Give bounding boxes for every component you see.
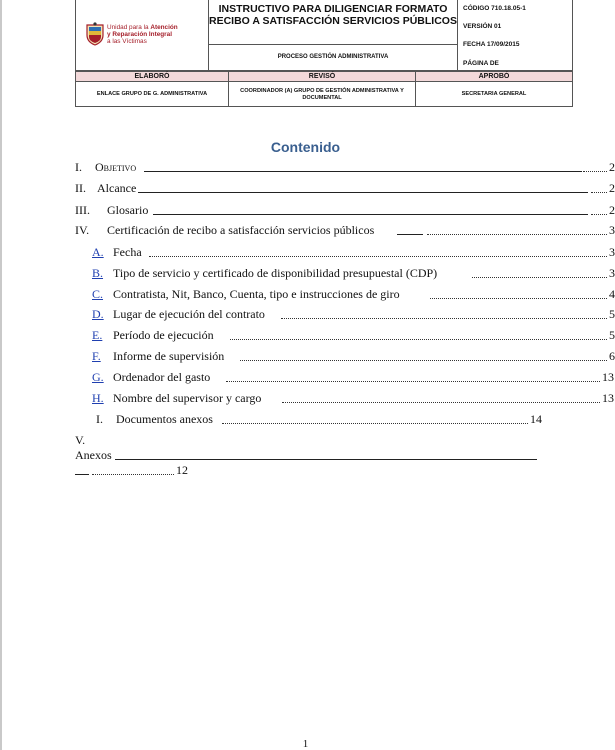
toc-letter-link[interactable]: E. xyxy=(92,328,103,342)
reviso-value: COORDINADOR (A) GRUPO DE GESTIÓN ADMINISTRATIVA Y DOCUMENTAL xyxy=(229,82,416,107)
toc-number: IV. xyxy=(75,223,90,237)
toc-leader-dots xyxy=(282,402,600,403)
toc-letter-link[interactable]: F. xyxy=(92,349,101,363)
toc-page: 5 xyxy=(609,307,615,321)
approval-table xyxy=(75,71,573,107)
toc-text: Fecha xyxy=(113,245,142,259)
toc-number: III. xyxy=(75,203,90,217)
toc-letter-link[interactable]: G. xyxy=(92,370,104,384)
toc-page: 5 xyxy=(609,328,615,342)
toc-page: 14 xyxy=(530,412,542,426)
toc-text: Nombre del supervisor y cargo xyxy=(113,391,262,405)
toc-leader xyxy=(153,214,588,215)
toc-leader-dots xyxy=(591,192,607,193)
toc-leader-dots xyxy=(591,214,607,215)
toc-leader xyxy=(144,171,582,172)
elaboro-header: ELABORÓ xyxy=(76,72,229,82)
elaboro-value: ENLACE GRUPO DE G. ADMINISTRATIVA xyxy=(76,82,229,107)
toc-letter-link[interactable]: C. xyxy=(92,287,104,301)
page-label: PÁGINA DE xyxy=(463,60,499,67)
toc-text: Ordenador del gasto xyxy=(113,370,211,384)
date-label: FECHA 17/09/2015 xyxy=(463,41,520,48)
toc-page: 3 xyxy=(609,266,615,280)
toc-text: Tipo de servicio y certificado de disponibilidad presupuestal (CDP) xyxy=(113,266,438,280)
toc-leader-dots xyxy=(472,277,607,278)
toc-text: Alcance xyxy=(97,181,137,195)
toc-leader xyxy=(75,474,89,475)
document-title: INSTRUCTIVO PARA DILIGENCIAR FORMATO RECIBO A SATISFACCIÓN SERVICIOS PÚBLICOS xyxy=(209,0,458,45)
toc-letter-link[interactable]: A. xyxy=(92,245,104,259)
toc-leader-dots xyxy=(281,318,607,319)
toc-text: Anexos xyxy=(75,448,112,462)
toc-text: Informe de supervisión xyxy=(113,349,225,363)
toc-text: Certificación de recibo a satisfacción servicios públicos xyxy=(107,223,375,237)
toc-title: Contenido xyxy=(270,139,341,155)
toc-page: 3 xyxy=(609,245,615,259)
toc-number: I. xyxy=(96,412,103,426)
toc-text: Glosario xyxy=(107,203,149,217)
toc-page: 13 xyxy=(602,370,614,384)
toc-leader-dots xyxy=(430,298,607,299)
toc-leader-dots xyxy=(230,339,607,340)
toc-leader-dots xyxy=(427,234,607,235)
aprobo-header: APROBÓ xyxy=(416,72,572,82)
toc-page: 2 xyxy=(609,160,615,174)
toc-page: 6 xyxy=(609,349,615,363)
logo-text: Unidad para la Atención y Reparación Integral a las Víctimas xyxy=(107,24,178,46)
version-label: VERSIÓN 01 xyxy=(463,23,502,30)
toc-page: 4 xyxy=(609,287,615,301)
toc-page: 2 xyxy=(609,181,615,195)
toc-text: Objetivo xyxy=(95,160,137,174)
toc-text: Lugar de ejecución del contrato xyxy=(113,307,265,321)
coat-of-arms-icon xyxy=(85,22,105,46)
toc-number: I. xyxy=(75,160,82,174)
document-meta xyxy=(458,0,573,70)
toc-leader-dots xyxy=(226,381,600,382)
toc-page: 12 xyxy=(176,463,188,477)
toc-leader xyxy=(115,459,537,460)
toc-leader-dots xyxy=(92,474,174,475)
toc-leader xyxy=(138,192,588,193)
logo-cell xyxy=(76,0,209,70)
toc-letter-link[interactable]: D. xyxy=(92,307,104,321)
toc-leader-dots xyxy=(240,360,607,361)
reviso-header: REVISÓ xyxy=(229,72,416,82)
toc-number-v: V. xyxy=(75,433,86,447)
toc-page: 3 xyxy=(609,223,615,237)
toc-page: 13 xyxy=(602,391,614,405)
page-number: 1 xyxy=(302,738,309,750)
toc-letter-link[interactable]: H. xyxy=(92,391,104,405)
document-header xyxy=(75,0,573,71)
toc-page: 2 xyxy=(609,203,615,217)
page-edge xyxy=(0,0,2,750)
toc-text: Documentos anexos xyxy=(116,412,213,426)
toc-text: Período de ejecución xyxy=(113,328,214,342)
aprobo-value: SECRETARIA GENERAL xyxy=(461,91,527,97)
toc-number: II. xyxy=(75,181,86,195)
toc-leader-dots xyxy=(149,256,607,257)
toc-leader xyxy=(397,234,423,235)
toc-leader-dots xyxy=(222,423,528,424)
code-label: CÓDIGO 710.18.05-1 xyxy=(463,5,526,12)
toc-letter-link[interactable]: B. xyxy=(92,266,104,280)
toc-leader-dots xyxy=(583,171,607,172)
toc-text: Contratista, Nit, Banco, Cuenta, tipo e instrucciones de giro xyxy=(113,287,400,301)
process-label: PROCESO GESTIÓN ADMINISTRATIVA xyxy=(209,45,458,70)
